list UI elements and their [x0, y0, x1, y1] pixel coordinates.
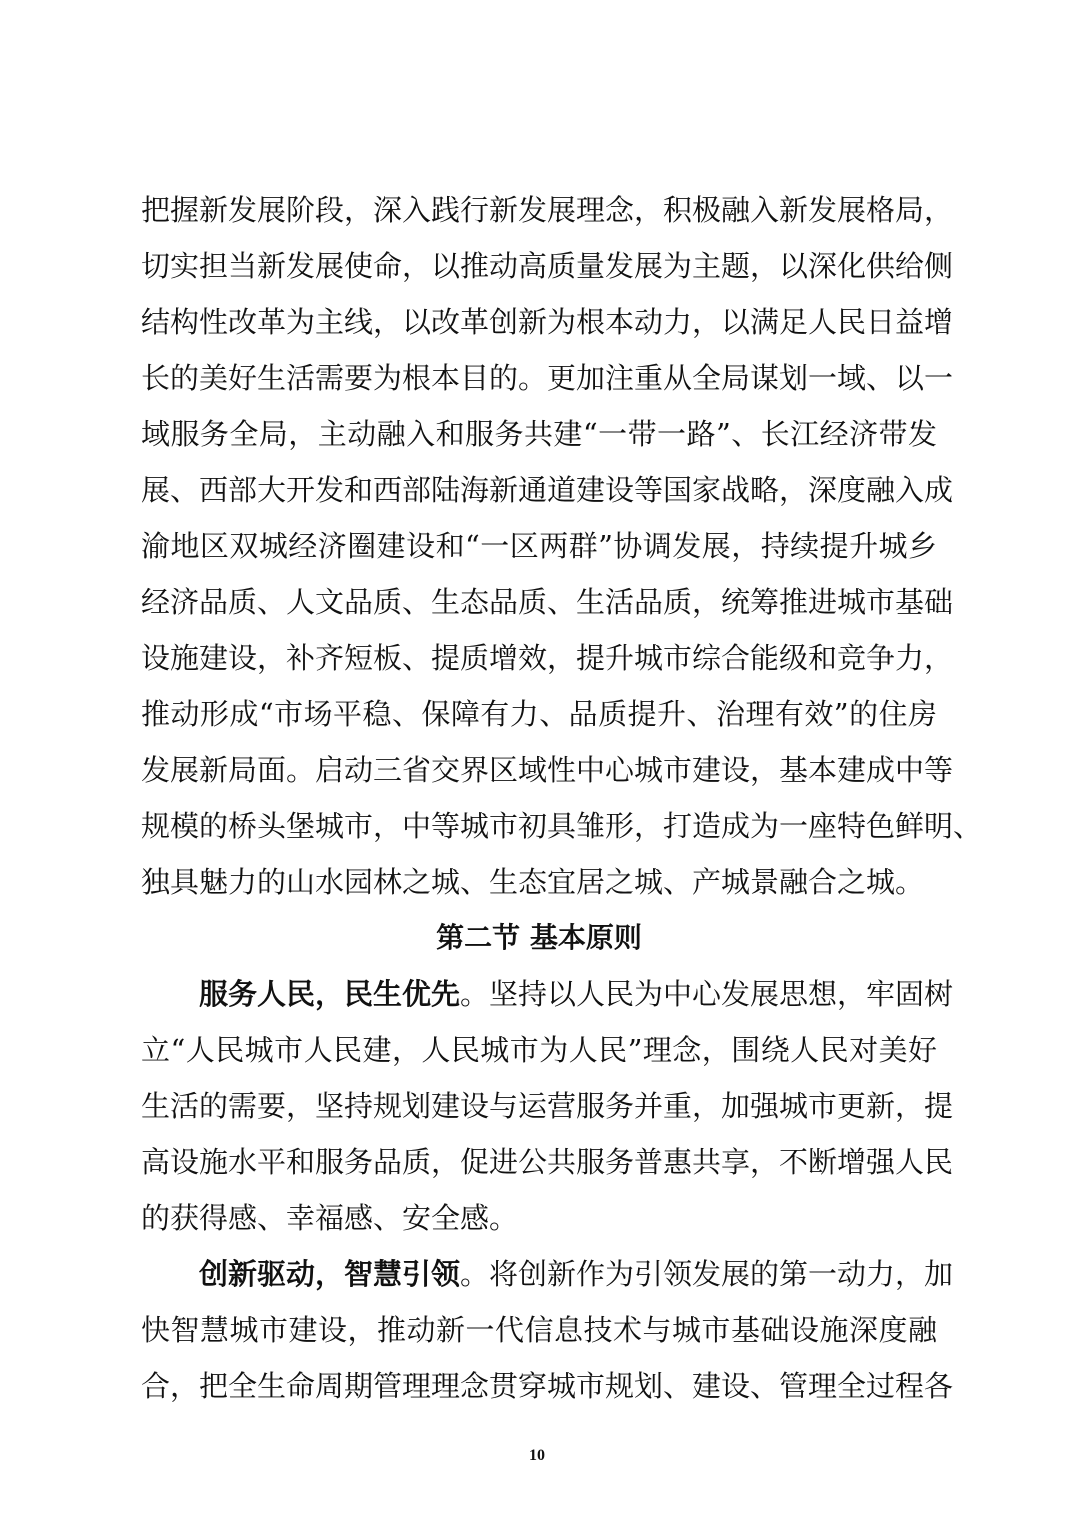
principle-2-first-line [141, 1246, 954, 1302]
body-line: 长的美好生活需要为根本目的。更加注重从全局谋划一域、以一 [141, 361, 954, 395]
body-line: 推动形成“市场平稳、保障有力、品质提升、治理有效”的住房 [141, 697, 937, 731]
document-body [141, 182, 983, 1414]
body-line: 展、西部大开发和西部陆海新通道建设等国家战略，深度融入成 [141, 473, 954, 507]
principle-1-line: 的获得感、幸福感、安全感。 [141, 1201, 519, 1235]
principle-1-line: 生活的需要，坚持规划建设与运营服务并重，加强城市更新，提 [141, 1089, 954, 1123]
principle-2-line: 快智慧城市建设，推动新一代信息技术与城市基础设施深度融 [141, 1313, 937, 1347]
principle-2-lead: 创新驱动，智慧引领 [199, 1257, 461, 1291]
principle-1-lead: 服务人民，民生优先 [199, 977, 461, 1011]
principle-1-line: 立“人民城市人民建，人民城市为人民”理念，围绕人民对美好 [141, 1033, 937, 1067]
section-heading: 第二节 基本原则 [436, 921, 642, 954]
body-line: 设施建设，补齐短板、提质增效，提升城市综合能级和竞争力， [141, 641, 954, 675]
body-line: 结构性改革为主线，以改革创新为根本动力，以满足人民日益增 [141, 305, 954, 339]
body-line: 发展新局面。启动三省交界区域性中心城市建设，基本建成中等 [141, 753, 954, 787]
body-line: 独具魅力的山水园林之城、生态宜居之城、产城景融合之城。 [141, 865, 925, 899]
body-line: 域服务全局，主动融入和服务共建“一带一路”、长江经济带发 [141, 417, 937, 451]
body-line: 切实担当新发展使命，以推动高质量发展为主题，以深化供给侧 [141, 249, 954, 283]
body-line: 经济品质、人文品质、生态品质、生活品质，统筹推进城市基础 [141, 585, 954, 619]
body-line: 规模的桥头堡城市，中等城市初具雏形，打造成为一座特色鲜明、 [141, 809, 983, 843]
principle-1-line: 高设施水平和服务品质，促进公共服务普惠共享，不断增强人民 [141, 1145, 954, 1179]
body-line: 渝地区双城经济圈建设和“一区两群”协调发展，持续提升城乡 [141, 529, 937, 563]
principle-2-text: 。将创新作为引领发展的第一动力，加 [460, 1257, 954, 1291]
page-number: 10 [529, 1447, 545, 1464]
principle-1-first-line [141, 966, 954, 1022]
principle-1-text: 。坚持以人民为中心发展思想，牢固树 [460, 977, 954, 1011]
body-line: 把握新发展阶段，深入践行新发展理念，积极融入新发展格局， [141, 193, 954, 227]
principle-2-line: 合，把全生命周期管理理念贯穿城市规划、建设、管理全过程各 [141, 1369, 954, 1403]
